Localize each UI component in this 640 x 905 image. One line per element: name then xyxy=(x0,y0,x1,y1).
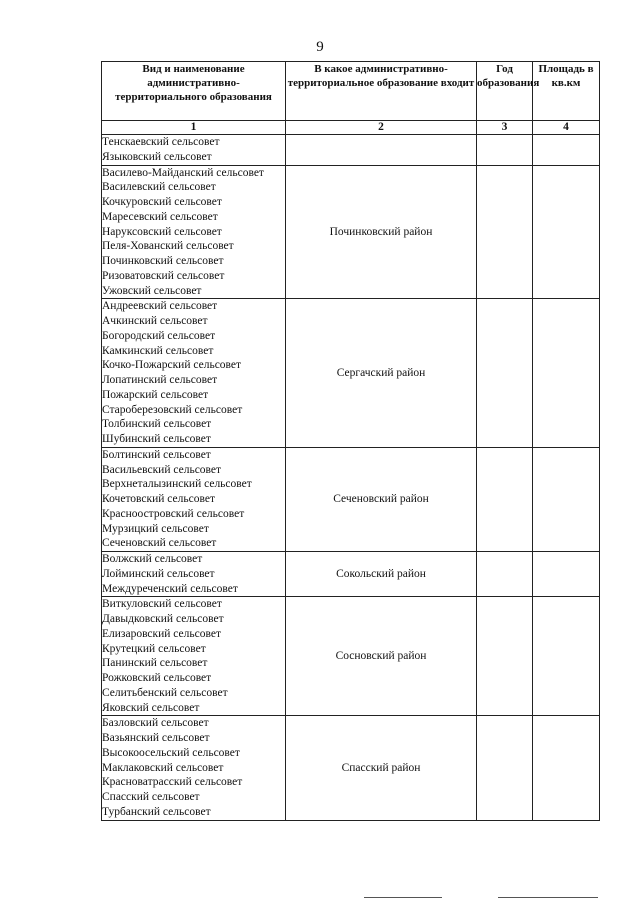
settlement-name: Кочетовский сельсовет xyxy=(102,493,215,505)
settlement-name: Панинский сельсовет xyxy=(102,657,208,670)
header-parent-unit: В какое административно-территориальное образование входит xyxy=(286,62,477,121)
settlement-name: Ризоватовский сельсовет xyxy=(102,269,225,282)
settlement-name: Языковский сельсовет xyxy=(102,150,212,163)
year-cell xyxy=(477,716,533,820)
district-name xyxy=(286,135,477,166)
settlement-name: Лопатинский сельсовет xyxy=(102,374,218,386)
settlement-name: Кочкуровский сельсовет xyxy=(102,196,222,208)
settlement-name: Красноостровский сельсовет xyxy=(102,507,245,520)
settlement-name: Давыдковский сельсовет xyxy=(102,613,224,625)
settlement-name: Шубинский сельсовет xyxy=(102,433,211,445)
area-cell xyxy=(533,597,600,716)
district-name: Сеченовский район xyxy=(286,447,477,551)
area-cell xyxy=(533,165,600,299)
settlement-name: Крутецкий сельсовет xyxy=(102,642,206,655)
settlement-name: Ужовский сельсовет xyxy=(102,284,202,297)
table-row xyxy=(102,552,600,597)
header-type-and-name: Вид и наименование административно-территориального образования xyxy=(102,62,286,121)
settlement-list xyxy=(102,165,286,299)
settlement-name: Лойминский сельсовет xyxy=(102,567,215,580)
settlement-name: Тенскаевский сельсовет xyxy=(102,136,220,148)
settlement-name: Василево-Майданский сельсовет xyxy=(102,166,264,179)
year-cell xyxy=(477,165,533,299)
settlement-name: Пеля-Хованский сельсовет xyxy=(102,240,234,253)
header-year: Год образования xyxy=(477,62,533,121)
area-cell xyxy=(533,135,600,166)
table-row xyxy=(102,597,600,716)
table-row xyxy=(102,135,600,166)
area-cell xyxy=(533,299,600,448)
settlement-name: Волжский сельсовет xyxy=(102,553,203,565)
settlement-name: Высокоосельский сельсовет xyxy=(102,746,240,759)
settlement-name: Василевский сельсовет xyxy=(102,181,216,194)
settlement-name: Турбанский сельсовет xyxy=(102,805,211,818)
year-cell xyxy=(477,552,533,597)
settlement-name: Пожарский сельсовет xyxy=(102,388,209,401)
column-number: 3 xyxy=(477,121,533,135)
settlement-name: Яковский сельсовет xyxy=(102,701,200,714)
settlement-name: Вазьянский сельсовет xyxy=(102,732,210,744)
table-row xyxy=(102,299,600,448)
settlement-name: Староберезовский сельсовет xyxy=(102,403,243,416)
settlement-name: Елизаровский сельсовет xyxy=(102,627,221,640)
settlement-name: Селитьбенский сельсовет xyxy=(102,686,228,699)
column-number-row xyxy=(102,121,600,135)
settlement-name: Ачкинский сельсовет xyxy=(102,315,208,327)
settlement-name: Камкинский сельсовет xyxy=(102,344,214,357)
settlement-name: Богородский сельсовет xyxy=(102,329,216,342)
footer-divider xyxy=(498,897,598,898)
settlement-name: Кочко-Пожарский сельсовет xyxy=(102,359,242,372)
settlement-name: Красноватрасский сельсовет xyxy=(102,776,243,789)
settlement-name: Васильевский сельсовет xyxy=(102,463,222,476)
settlement-name: Спасский сельсовет xyxy=(102,791,200,803)
footer-divider xyxy=(364,897,442,898)
settlement-list xyxy=(102,552,286,597)
settlement-name: Сеченовский сельсовет xyxy=(102,537,217,550)
settlement-list xyxy=(102,447,286,551)
header-area: Площадь в кв.км xyxy=(533,62,600,121)
district-name: Сосновский район xyxy=(286,597,477,716)
area-cell xyxy=(533,552,600,597)
year-cell xyxy=(477,135,533,166)
territorial-units-table xyxy=(101,61,600,821)
year-cell xyxy=(477,299,533,448)
page-number: 9 xyxy=(316,39,324,55)
header-row xyxy=(102,62,600,121)
settlement-name: Маресевский сельсовет xyxy=(102,210,218,223)
column-number: 4 xyxy=(533,121,600,135)
settlement-list xyxy=(102,716,286,820)
table-row xyxy=(102,716,600,820)
settlement-name: Починковский сельсовет xyxy=(102,255,224,267)
settlement-list xyxy=(102,135,286,166)
table-row xyxy=(102,165,600,299)
table-row xyxy=(102,447,600,551)
district-name: Сергачский район xyxy=(286,299,477,448)
settlement-name: Виткуловский сельсовет xyxy=(102,598,222,611)
area-cell xyxy=(533,716,600,820)
settlement-name: Базловский сельсовет xyxy=(102,717,209,730)
settlement-name: Рожковский сельсовет xyxy=(102,672,212,684)
district-name: Сокольский район xyxy=(286,552,477,597)
settlement-name: Мурзицкий сельсовет xyxy=(102,522,209,535)
area-cell xyxy=(533,447,600,551)
district-name: Спасский район xyxy=(286,716,477,820)
column-number: 1 xyxy=(102,121,286,135)
district-name: Починковский район xyxy=(286,165,477,299)
settlement-name: Междуреченский сельсовет xyxy=(102,582,238,595)
settlement-name: Наруксовский сельсовет xyxy=(102,225,222,238)
column-number: 2 xyxy=(286,121,477,135)
year-cell xyxy=(477,447,533,551)
settlement-list xyxy=(102,299,286,448)
year-cell xyxy=(477,597,533,716)
settlement-list xyxy=(102,597,286,716)
settlement-name: Толбинский сельсовет xyxy=(102,418,212,431)
settlement-name: Болтинский сельсовет xyxy=(102,448,211,461)
settlement-name: Верхнеталызинский сельсовет xyxy=(102,478,252,491)
settlement-name: Маклаковский сельсовет xyxy=(102,761,224,774)
settlement-name: Андреевский сельсовет xyxy=(102,300,218,313)
